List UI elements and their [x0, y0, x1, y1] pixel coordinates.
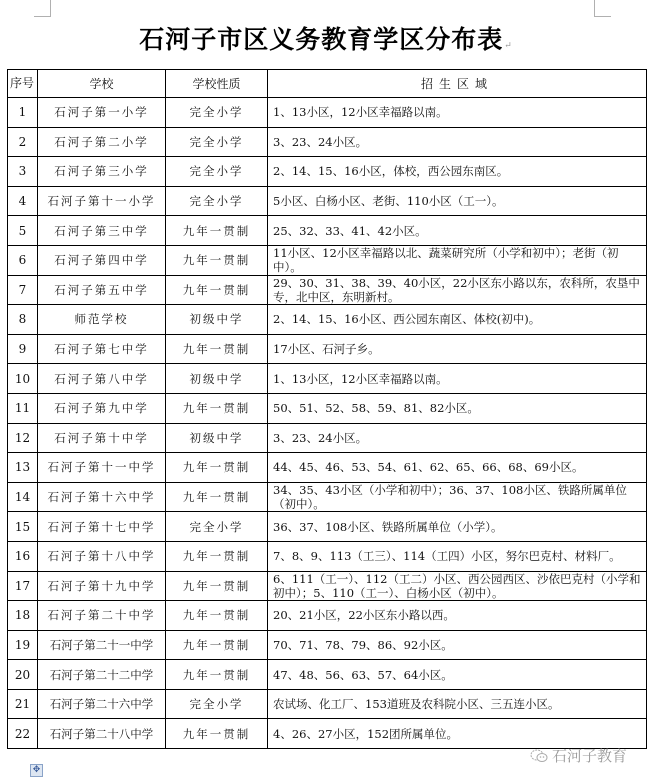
table-row — [8, 541, 647, 571]
row-school-type: 九年一贯制 — [166, 482, 268, 512]
header-enrollment-area: 招生区域 — [268, 70, 647, 98]
table-row — [8, 275, 647, 305]
row-index: 21 — [8, 689, 38, 719]
row-school-type: 九年一贯制 — [166, 334, 268, 364]
row-index: 9 — [8, 334, 38, 364]
paragraph-mark: ↵ — [504, 41, 513, 51]
title-text: 石河子市区义务教育学区分布表 — [139, 25, 504, 54]
row-index: 22 — [8, 719, 38, 749]
table-row — [8, 512, 647, 542]
row-school-type: 初级中学 — [166, 305, 268, 335]
table-row — [8, 601, 647, 631]
row-enrollment-area: 3、23、24小区。 — [268, 127, 647, 157]
row-school-type: 九年一贯制 — [166, 245, 268, 275]
row-enrollment-area: 34、35、43小区（小学和初中）；36、37、108小区、铁路所属单位（初中）。 — [268, 482, 647, 512]
document-title — [0, 20, 652, 56]
row-index: 14 — [8, 482, 38, 512]
row-school-name: 石河子第二十中学 — [38, 601, 166, 631]
row-enrollment-area: 农试场、化工厂、153道班及农科院小区、三五连小区。 — [268, 689, 647, 719]
row-enrollment-area: 20、21小区，22小区东小路以西。 — [268, 601, 647, 631]
row-school-type: 九年一贯制 — [166, 541, 268, 571]
table-row — [8, 245, 647, 275]
row-index: 6 — [8, 245, 38, 275]
table-row — [8, 186, 647, 216]
row-school-type: 九年一贯制 — [166, 601, 268, 631]
wechat-icon — [530, 749, 548, 763]
move-icon: ✥ — [32, 765, 41, 775]
row-school-type: 完全小学 — [166, 127, 268, 157]
row-school-type: 完全小学 — [166, 186, 268, 216]
row-index: 3 — [8, 157, 38, 187]
row-school-name: 石河子第一小学 — [38, 98, 166, 128]
row-index: 12 — [8, 423, 38, 453]
table-move-handle[interactable] — [30, 764, 43, 777]
row-school-type: 完全小学 — [166, 689, 268, 719]
row-school-name: 石河子第三小学 — [38, 157, 166, 187]
row-school-name: 石河子第九中学 — [38, 393, 166, 423]
row-index: 7 — [8, 275, 38, 305]
row-enrollment-area: 44、45、46、53、54、61、62、65、66、68、69小区。 — [268, 453, 647, 483]
row-enrollment-area: 70、71、78、79、86、92小区。 — [268, 630, 647, 660]
row-index: 13 — [8, 453, 38, 483]
table-row — [8, 393, 647, 423]
table-row — [8, 482, 647, 512]
row-enrollment-area: 6、111（工一）、112（工二）小区、西公园西区、沙依巴克村（小学和初中）；5、110（工一）、白杨小区（初中）。 — [268, 571, 647, 601]
row-enrollment-area: 36、37、108小区、铁路所属单位（小学）。 — [268, 512, 647, 542]
row-school-name: 石河子第二十二中学 — [38, 660, 166, 690]
row-school-type: 九年一贯制 — [166, 393, 268, 423]
row-school-type: 完全小学 — [166, 157, 268, 187]
row-school-name: 石河子第十七中学 — [38, 512, 166, 542]
row-school-name: 石河子第二十六中学 — [38, 689, 166, 719]
row-index: 19 — [8, 630, 38, 660]
row-index: 1 — [8, 98, 38, 128]
row-index: 20 — [8, 660, 38, 690]
row-school-name: 石河子第二小学 — [38, 127, 166, 157]
row-index: 18 — [8, 601, 38, 631]
row-school-name: 石河子第八中学 — [38, 364, 166, 394]
row-school-type: 初级中学 — [166, 423, 268, 453]
table-body — [8, 98, 647, 749]
row-enrollment-area: 25、32、33、41、42小区。 — [268, 216, 647, 246]
row-school-name: 师范学校 — [38, 305, 166, 335]
header-school: 学校 — [38, 70, 166, 98]
row-school-name: 石河子第二十一中学 — [38, 630, 166, 660]
row-index: 11 — [8, 393, 38, 423]
row-index: 8 — [8, 305, 38, 335]
table-row — [8, 216, 647, 246]
row-school-type: 九年一贯制 — [166, 571, 268, 601]
table-row — [8, 571, 647, 601]
row-enrollment-area: 4、26、27小区，152团所属单位。 — [268, 719, 647, 749]
table-row — [8, 157, 647, 187]
row-school-name: 石河子第十九中学 — [38, 571, 166, 601]
row-school-name: 石河子第十八中学 — [38, 541, 166, 571]
row-school-name: 石河子第七中学 — [38, 334, 166, 364]
row-school-type: 九年一贯制 — [166, 453, 268, 483]
row-enrollment-area: 29、30、31、38、39、40小区，22小区东小路以东，农科所，农垦中专，北中区，东明新村。 — [268, 275, 647, 305]
table-row — [8, 98, 647, 128]
row-enrollment-area: 47、48、56、63、57、64小区。 — [268, 660, 647, 690]
table-row — [8, 660, 647, 690]
table-row — [8, 364, 647, 394]
row-index: 5 — [8, 216, 38, 246]
row-enrollment-area: 2、14、15、16小区，体校，西公园东南区。 — [268, 157, 647, 187]
row-school-type: 完全小学 — [166, 98, 268, 128]
row-school-name: 石河子第二十八中学 — [38, 719, 166, 749]
watermark — [530, 745, 627, 766]
row-school-type: 九年一贯制 — [166, 719, 268, 749]
row-school-name: 石河子第十六中学 — [38, 482, 166, 512]
row-school-name: 石河子第三中学 — [38, 216, 166, 246]
row-enrollment-area: 3、23、24小区。 — [268, 423, 647, 453]
table-row — [8, 453, 647, 483]
row-enrollment-area: 17小区、石河子乡。 — [268, 334, 647, 364]
row-index: 17 — [8, 571, 38, 601]
row-enrollment-area: 50、51、52、58、59、81、82小区。 — [268, 393, 647, 423]
page-corner-mark-right — [594, 0, 611, 17]
row-enrollment-area: 1、13小区，12小区幸福路以南。 — [268, 364, 647, 394]
table-row — [8, 127, 647, 157]
row-school-type: 九年一贯制 — [166, 660, 268, 690]
row-enrollment-area: 11小区、12小区幸福路以北、蔬菜研究所（小学和初中）；老街（初中）。 — [268, 245, 647, 275]
row-school-type: 九年一贯制 — [166, 216, 268, 246]
table-header-row — [8, 70, 647, 98]
header-index: 序号 — [8, 70, 38, 98]
row-school-name: 石河子第五中学 — [38, 275, 166, 305]
row-school-type: 九年一贯制 — [166, 630, 268, 660]
row-index: 15 — [8, 512, 38, 542]
row-enrollment-area: 1、13小区，12小区幸福路以南。 — [268, 98, 647, 128]
row-index: 2 — [8, 127, 38, 157]
row-school-name: 石河子第十一中学 — [38, 453, 166, 483]
table-row — [8, 305, 647, 335]
page-corner-mark-left — [34, 0, 51, 17]
watermark-text: 石河子教育 — [552, 747, 628, 765]
row-index: 4 — [8, 186, 38, 216]
row-index: 10 — [8, 364, 38, 394]
row-school-type: 完全小学 — [166, 512, 268, 542]
table-row — [8, 630, 647, 660]
table-row — [8, 334, 647, 364]
row-enrollment-area: 2、14、15、16小区、西公园东南区、体校(初中)。 — [268, 305, 647, 335]
school-district-table — [7, 69, 647, 749]
row-index: 16 — [8, 541, 38, 571]
table-row — [8, 423, 647, 453]
row-school-name: 石河子第十中学 — [38, 423, 166, 453]
table-row — [8, 689, 647, 719]
header-school-type: 学校性质 — [166, 70, 268, 98]
row-enrollment-area: 7、8、9、113（工三）、114（工四）小区，努尔巴克村、材料厂。 — [268, 541, 647, 571]
row-school-name: 石河子第四中学 — [38, 245, 166, 275]
row-school-type: 初级中学 — [166, 364, 268, 394]
row-school-type: 九年一贯制 — [166, 275, 268, 305]
row-enrollment-area: 5小区、白杨小区、老街、110小区（工一）。 — [268, 186, 647, 216]
row-school-name: 石河子第十一小学 — [38, 186, 166, 216]
